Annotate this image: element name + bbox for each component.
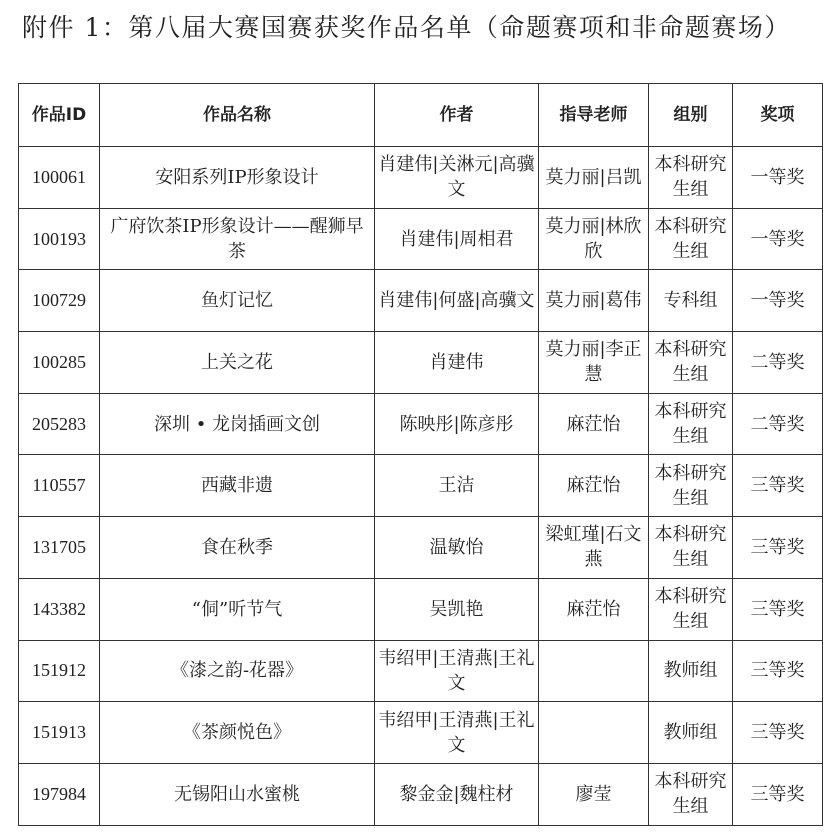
cell-award: 一等奖 bbox=[733, 208, 823, 270]
cell-group: 专科组 bbox=[649, 270, 733, 332]
cell-id: 131705 bbox=[19, 517, 100, 579]
cell-id: 151913 bbox=[19, 702, 100, 764]
header-authors: 作者 bbox=[375, 84, 539, 147]
table-row bbox=[19, 270, 823, 332]
cell-name: 上关之花 bbox=[100, 332, 375, 394]
cell-award: 一等奖 bbox=[733, 147, 823, 209]
cell-name: 广府饮茶IP形象设计——醒狮早茶 bbox=[100, 208, 375, 270]
cell-name: 食在秋季 bbox=[100, 517, 375, 579]
awards-table bbox=[18, 83, 823, 826]
cell-id: 100285 bbox=[19, 332, 100, 394]
cell-name: “侗”听节气 bbox=[100, 578, 375, 640]
cell-award: 二等奖 bbox=[733, 332, 823, 394]
cell-id: 205283 bbox=[19, 393, 100, 455]
table-header-row bbox=[19, 84, 823, 147]
cell-advisor: 莫力丽|吕凯 bbox=[539, 147, 649, 209]
cell-authors: 韦绍甲|王清燕|王礼文 bbox=[375, 702, 539, 764]
cell-advisor: 莫力丽|林欣欣 bbox=[539, 208, 649, 270]
table-row bbox=[19, 702, 823, 764]
cell-advisor: 麻茳怡 bbox=[539, 455, 649, 517]
cell-id: 100061 bbox=[19, 147, 100, 209]
cell-authors: 肖建伟 bbox=[375, 332, 539, 394]
cell-id: 143382 bbox=[19, 578, 100, 640]
cell-name: 无锡阳山水蜜桃 bbox=[100, 763, 375, 825]
cell-id: 197984 bbox=[19, 763, 100, 825]
cell-advisor: 梁虹瑾|石文燕 bbox=[539, 517, 649, 579]
cell-id: 110557 bbox=[19, 455, 100, 517]
header-group: 组别 bbox=[649, 84, 733, 147]
cell-authors: 王洁 bbox=[375, 455, 539, 517]
header-id: 作品ID bbox=[19, 84, 100, 147]
cell-id: 100193 bbox=[19, 208, 100, 270]
table-row bbox=[19, 208, 823, 270]
cell-group: 教师组 bbox=[649, 640, 733, 702]
header-advisor: 指导老师 bbox=[539, 84, 649, 147]
cell-authors: 肖建伟|关淋元|高骥文 bbox=[375, 147, 539, 209]
table-row bbox=[19, 455, 823, 517]
table-row bbox=[19, 578, 823, 640]
header-name: 作品名称 bbox=[100, 84, 375, 147]
cell-advisor: 莫力丽|葛伟 bbox=[539, 270, 649, 332]
cell-award: 二等奖 bbox=[733, 393, 823, 455]
cell-name: 鱼灯记忆 bbox=[100, 270, 375, 332]
table-row bbox=[19, 393, 823, 455]
cell-name: 《茶颜悦色》 bbox=[100, 702, 375, 764]
cell-authors: 温敏怡 bbox=[375, 517, 539, 579]
cell-name: 《漆之韵-花器》 bbox=[100, 640, 375, 702]
cell-advisor: 麻茳怡 bbox=[539, 393, 649, 455]
cell-group: 本科研究生组 bbox=[649, 393, 733, 455]
cell-advisor: 廖莹 bbox=[539, 763, 649, 825]
table-row bbox=[19, 640, 823, 702]
cell-group: 本科研究生组 bbox=[649, 332, 733, 394]
cell-award: 一等奖 bbox=[733, 270, 823, 332]
cell-advisor bbox=[539, 640, 649, 702]
cell-group: 本科研究生组 bbox=[649, 208, 733, 270]
table-row bbox=[19, 147, 823, 209]
cell-authors: 吴凯艳 bbox=[375, 578, 539, 640]
cell-award: 三等奖 bbox=[733, 640, 823, 702]
cell-group: 本科研究生组 bbox=[649, 147, 733, 209]
cell-group: 教师组 bbox=[649, 702, 733, 764]
page-title: 附件 1：第八届大赛国赛获奖作品名单（命题赛项和非命题赛场） bbox=[22, 13, 791, 42]
table-row bbox=[19, 763, 823, 825]
cell-id: 100729 bbox=[19, 270, 100, 332]
cell-name: 安阳系列IP形象设计 bbox=[100, 147, 375, 209]
cell-id: 151912 bbox=[19, 640, 100, 702]
header-award: 奖项 bbox=[733, 84, 823, 147]
cell-award: 三等奖 bbox=[733, 763, 823, 825]
cell-group: 本科研究生组 bbox=[649, 455, 733, 517]
cell-authors: 黎金金|魏柱材 bbox=[375, 763, 539, 825]
table-row bbox=[19, 517, 823, 579]
cell-advisor: 麻茳怡 bbox=[539, 578, 649, 640]
cell-authors: 肖建伟|何盛|高骥文 bbox=[375, 270, 539, 332]
cell-authors: 韦绍甲|王清燕|王礼文 bbox=[375, 640, 539, 702]
cell-advisor: 莫力丽|李正慧 bbox=[539, 332, 649, 394]
cell-authors: 肖建伟|周相君 bbox=[375, 208, 539, 270]
cell-award: 三等奖 bbox=[733, 455, 823, 517]
cell-group: 本科研究生组 bbox=[649, 578, 733, 640]
table-row bbox=[19, 332, 823, 394]
cell-advisor bbox=[539, 702, 649, 764]
cell-group: 本科研究生组 bbox=[649, 763, 733, 825]
cell-award: 三等奖 bbox=[733, 517, 823, 579]
cell-award: 三等奖 bbox=[733, 702, 823, 764]
cell-name: 深圳 • 龙岗插画文创 bbox=[100, 393, 375, 455]
cell-award: 三等奖 bbox=[733, 578, 823, 640]
cell-group: 本科研究生组 bbox=[649, 517, 733, 579]
cell-name: 西藏非遗 bbox=[100, 455, 375, 517]
cell-authors: 陈映彤|陈彦彤 bbox=[375, 393, 539, 455]
